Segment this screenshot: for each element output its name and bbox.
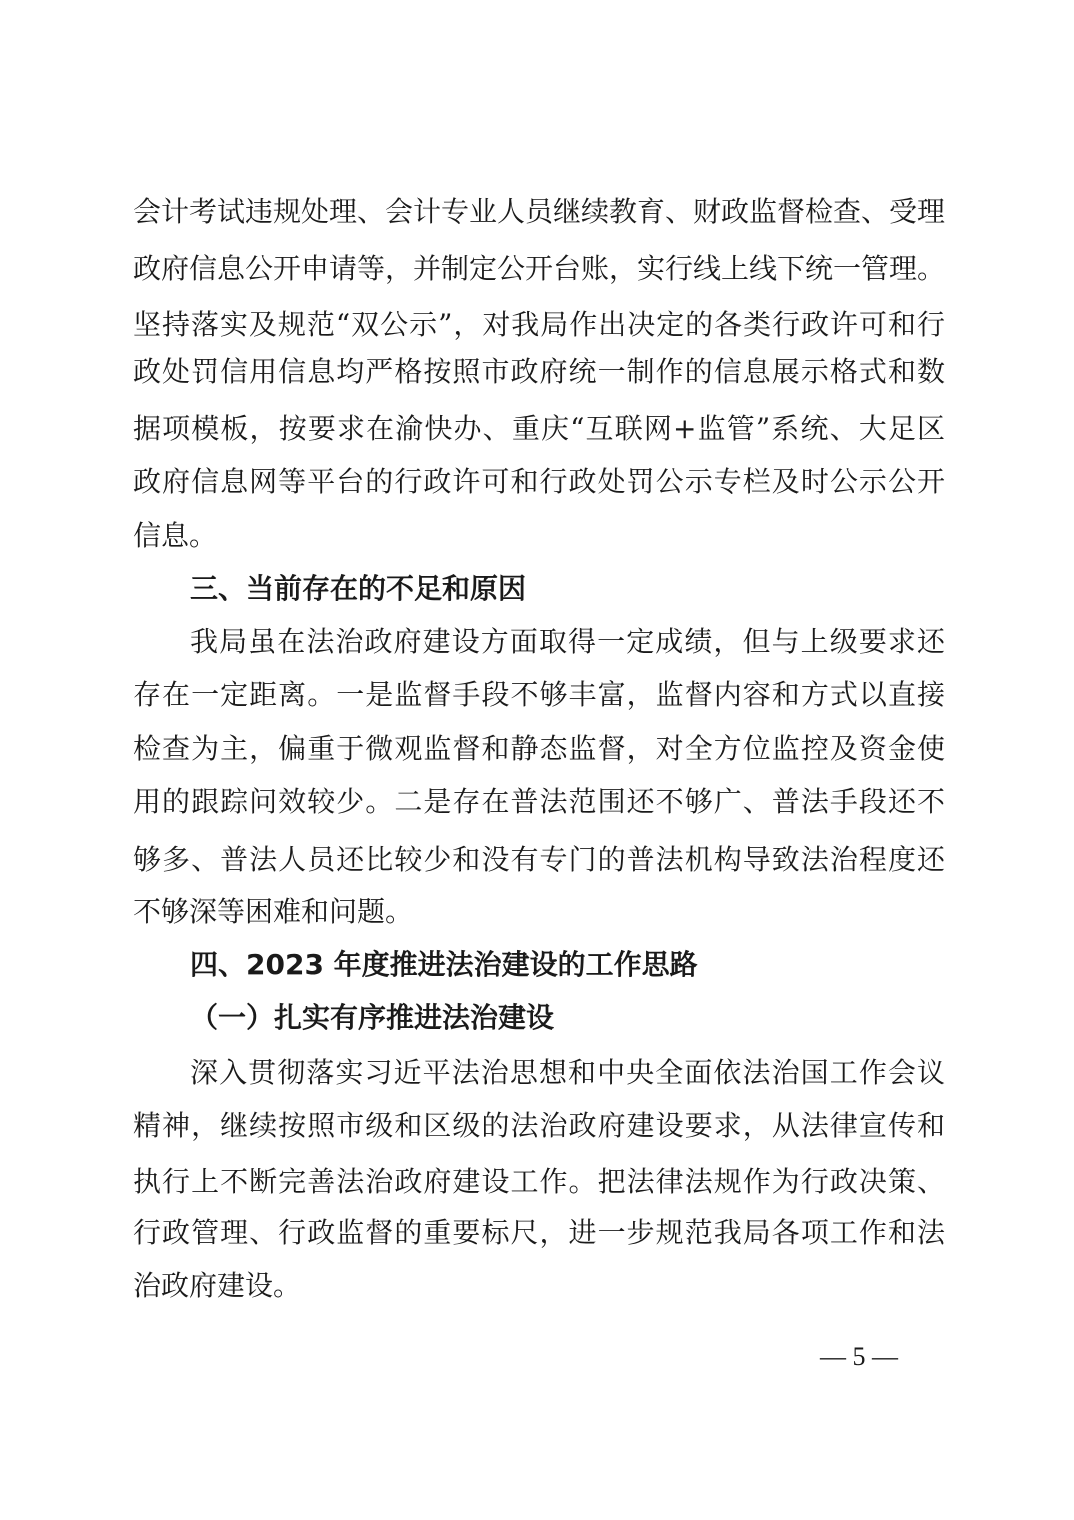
paragraph-line: 我局虽在法治政府建设方面取得一定成绩，但与上级要求还 [190,625,945,658]
paragraph-line: 检查为主，偏重于微观监督和静态监督，对全方位监控及资金使 [133,732,945,765]
paragraph-line: 政府信息网等平台的行政许可和行政处罚公示专栏及时公示公开 [133,465,945,498]
paragraph-line: 坚持落实及规范“双公示”，对我局作出决定的各类行政许可和行 [133,308,945,341]
paragraph-line: 执行上不断完善法治政府建设工作。把法律法规作为行政决策、 [133,1165,945,1198]
paragraph-line: 够多、普法人员还比较少和没有专门的普法机构导致法治程度还 [133,843,945,876]
section-heading: 四、2023 年度推进法治建设的工作思路 [190,948,698,981]
page-number: — 5 — [820,1342,898,1371]
paragraph-line: 行政管理、行政监督的重要标尺，进一步规范我局各项工作和法 [133,1216,945,1249]
paragraph-line: 治政府建设。 [133,1269,302,1302]
paragraph-line: 政府信息公开申请等，并制定公开台账，实行线上线下统一管理。 [133,252,945,285]
paragraph-line: 不够深等困难和问题。 [133,895,414,928]
paragraph-line: 存在一定距离。一是监督手段不够丰富，监督内容和方式以直接 [133,678,945,711]
paragraph-line: 会计考试违规处理、会计专业人员继续教育、财政监督检查、受理 [133,195,945,228]
paragraph-line: 信息。 [133,519,218,552]
paragraph-line: 用的跟踪问效较少。二是存在普法范围还不够广、普法手段还不 [133,785,945,818]
section-heading: 三、当前存在的不足和原因 [190,572,527,605]
subsection-heading: （一）扎实有序推进法治建设 [190,1001,555,1034]
paragraph-line: 深入贯彻落实习近平法治思想和中央全面依法治国工作会议 [190,1056,945,1089]
paragraph-line: 精神，继续按照市级和区级的法治政府建设要求，从法律宣传和 [133,1109,945,1142]
paragraph-line: 据项模板，按要求在渝快办、重庆“互联网+监管”系统、大足区 [133,412,945,445]
paragraph-line: 政处罚信用信息均严格按照市政府统一制作的信息展示格式和数 [133,355,945,388]
